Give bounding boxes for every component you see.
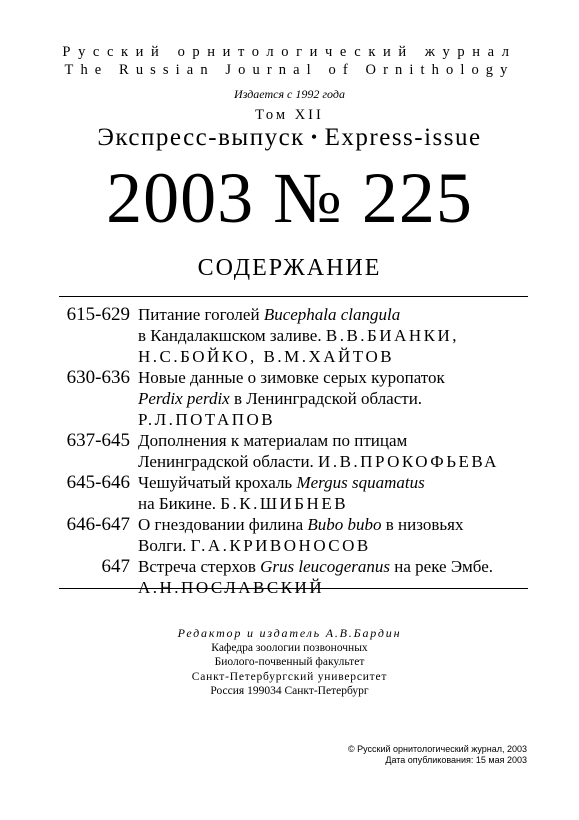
title-text: Дополнения к материалам по птицам (138, 431, 408, 450)
species-name: Grus leucogeranus (260, 557, 390, 576)
toc-entry[interactable] (0, 472, 579, 514)
species-name: Mergus squamatus (296, 473, 425, 492)
authors: Р.Л.ПОТАПОВ (138, 410, 276, 429)
toc-pages: 645-646 (66, 472, 130, 493)
toc-line (138, 451, 533, 472)
authors: Н.С.БОЙКО, В.М.ХАЙТОВ (138, 347, 395, 366)
publication-date: Дата опубликования: 15 мая 2003 (385, 755, 527, 765)
bottom-divider (59, 588, 528, 589)
title-text: Новые данные о зимовке серых куропаток (138, 368, 445, 387)
toc-pages: 637-645 (66, 430, 130, 451)
title-text: на Бикине. (138, 494, 221, 513)
species-name: Bubo bubo (307, 515, 382, 534)
toc-entry-text (138, 430, 533, 472)
title-text: Ленинградской области. (138, 452, 319, 471)
toc-line (138, 367, 533, 388)
journal-title-en: The Russian Journal of Ornithology (64, 62, 515, 78)
toc-line (138, 514, 533, 535)
journal-title-ru: Русский орнитологический журнал (62, 44, 517, 60)
title-text: Встреча стерхов (138, 557, 261, 576)
editor-info (0, 626, 579, 699)
toc-entry[interactable] (0, 367, 579, 430)
toc-entry[interactable] (0, 304, 579, 367)
toc-entry-text (138, 514, 533, 556)
toc-line (138, 409, 533, 430)
toc-line (138, 493, 533, 514)
top-divider (59, 296, 528, 297)
faculty: Биолого-почвенный факультет (214, 656, 365, 668)
toc-entry[interactable] (0, 514, 579, 556)
toc-entry-text (138, 556, 533, 598)
toc-line (138, 430, 533, 451)
toc-line (138, 535, 533, 556)
copyright: © Русский орнитологический журнал, 2003 (348, 744, 527, 754)
department: Кафедра зоологии позвоночных (211, 641, 368, 654)
authors: А.Н.ПОСЛАВСКИЙ (138, 578, 325, 597)
title-text: на реке Эмбе. (390, 557, 494, 576)
authors: В.В.БИАНКИ, (325, 326, 459, 345)
title-text: Питание гоголей (138, 305, 264, 324)
bullet-separator: • (310, 127, 319, 147)
toc-line (138, 388, 533, 409)
title-text: в Кандалакшском заливе. (138, 326, 326, 345)
express-label-ru: Экспресс-выпуск (97, 124, 305, 151)
toc-pages: 647 (101, 556, 130, 577)
title-text: Волги. (138, 536, 191, 555)
published-since: Издается с 1992 года (234, 87, 345, 101)
authors: Г.А.КРИВОНОСОВ (190, 536, 371, 555)
table-of-contents (0, 304, 579, 598)
title-text: в низовьях (381, 515, 464, 534)
toc-entry[interactable] (0, 556, 579, 598)
editor-line: Редактор и издатель А.В.Бардин (177, 626, 402, 640)
express-label-en: Express-issue (324, 124, 482, 151)
toc-entry-text (138, 367, 533, 430)
volume-number: Том XII (255, 107, 324, 123)
toc-line (138, 346, 533, 367)
express-issue-line (0, 124, 579, 152)
toc-entry-text (138, 472, 533, 514)
authors: Б.К.ШИБНЕВ (220, 494, 349, 513)
issue-number: 2003 № 225 (106, 158, 473, 238)
toc-entry-text (138, 304, 533, 367)
contents-heading: СОДЕРЖАНИЕ (197, 255, 382, 281)
title-text: в Ленинградской области. (229, 389, 423, 408)
species-name: Bucephala clangula (263, 305, 401, 324)
toc-line (138, 472, 533, 493)
toc-line (138, 304, 533, 325)
authors: И.В.ПРОКОФЬЕВА (318, 452, 499, 471)
toc-pages: 630-636 (66, 367, 130, 388)
toc-pages: 615-629 (66, 304, 130, 325)
footer (348, 744, 527, 766)
toc-pages: 646-647 (66, 514, 130, 535)
title-text: О гнездовании филина (138, 515, 308, 534)
toc-entry[interactable] (0, 430, 579, 472)
title-text: Чешуйчатый крохаль (138, 473, 297, 492)
toc-line (138, 556, 533, 577)
address: Россия 199034 Санкт-Петербург (210, 685, 369, 697)
toc-line (138, 325, 533, 346)
species-name: Perdix perdix (138, 389, 230, 408)
university: Санкт-Петербургский университет (191, 670, 388, 683)
